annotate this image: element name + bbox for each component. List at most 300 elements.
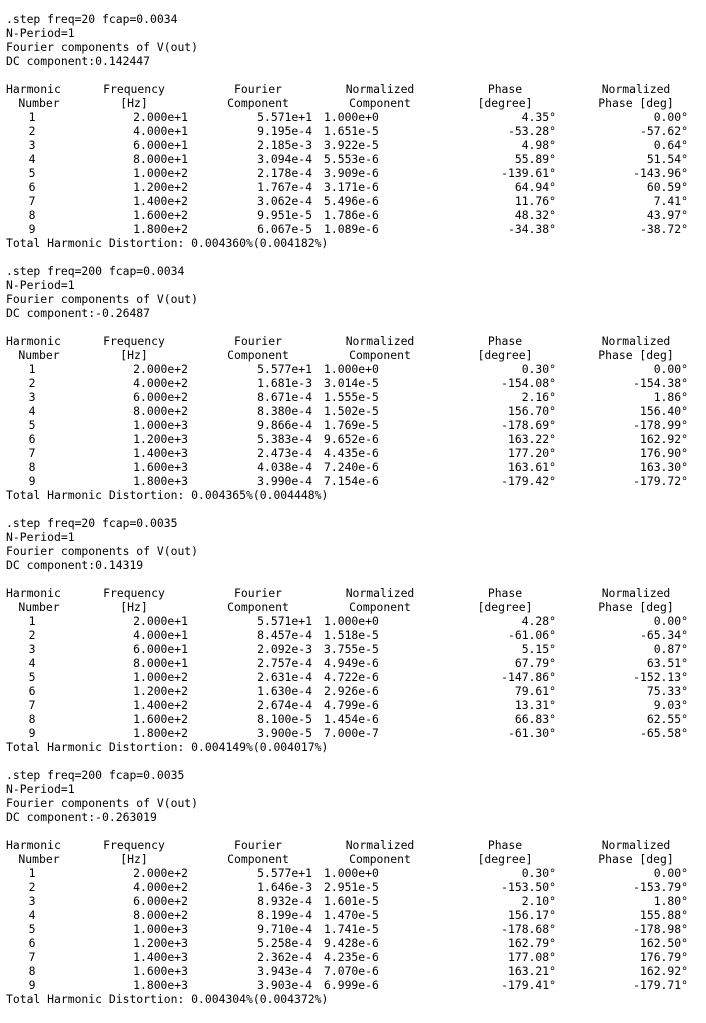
step-line: .step freq=200 fcap=0.0035 [6, 768, 185, 782]
harmonics-body [6, 866, 702, 992]
header-component-2: Component [349, 348, 411, 362]
fourier-component-cell: 8.199e-4 [257, 908, 312, 922]
thd-line: Total Harmonic Distortion: 0.004149%(0.004017%) [6, 740, 329, 754]
harmonic-number-cell: 5 [28, 418, 36, 432]
table-row [6, 110, 702, 124]
phase-cell: -179.41° [501, 978, 556, 992]
normalized-component-cell: 3.014e-5 [324, 376, 379, 390]
phase-cell: 163.22° [507, 432, 556, 446]
phase-cell: -53.28° [507, 124, 556, 138]
phase-cell: 156.17° [507, 908, 556, 922]
normalized-phase-cell: 163.30° [639, 460, 688, 474]
header-row-2 [6, 348, 702, 362]
table-row [6, 432, 702, 446]
phase-cell: 4.35° [521, 110, 556, 124]
fourier-component-cell: 9.710e-4 [257, 922, 312, 936]
normalized-component-cell: 3.909e-6 [324, 166, 379, 180]
fourier-component-cell: 4.038e-4 [257, 460, 312, 474]
table-row [6, 684, 702, 698]
fourier-component-cell: 2.757e-4 [257, 656, 312, 670]
normalized-component-cell: 1.601e-5 [324, 894, 379, 908]
harmonic-number-cell: 2 [28, 124, 36, 138]
phase-cell: 2.16° [521, 390, 556, 404]
frequency-cell: 1.400e+2 [133, 194, 188, 208]
normalized-phase-cell: -143.96° [633, 166, 688, 180]
n-period-line: N-Period=1 [6, 530, 75, 544]
phase-cell: 177.20° [507, 446, 556, 460]
normalized-phase-cell: -152.13° [633, 670, 688, 684]
normalized-phase-cell: 7.41° [653, 194, 688, 208]
normalized-phase-cell: -179.72° [633, 474, 688, 488]
normalized-phase-cell: 63.51° [646, 656, 688, 670]
normalized-component-cell: 2.951e-5 [324, 880, 379, 894]
phase-cell: -154.08° [501, 376, 556, 390]
normalized-phase-cell: 156.40° [639, 404, 688, 418]
harmonic-number-cell: 9 [28, 222, 36, 236]
fourier-component-cell: 9.951e-5 [257, 208, 312, 222]
fourier-component-cell: 1.646e-3 [257, 880, 312, 894]
fourier-title-line: Fourier components of V(out) [6, 796, 199, 810]
phase-cell: 5.15° [521, 642, 556, 656]
phase-cell: 79.61° [514, 684, 556, 698]
table-row [6, 180, 702, 194]
phase-cell: 0.30° [521, 866, 556, 880]
table-row [6, 950, 702, 964]
header-hz: [Hz] [120, 96, 148, 110]
phase-cell: 64.94° [514, 180, 556, 194]
normalized-phase-cell: 1.86° [653, 390, 688, 404]
header-component-2: Component [349, 96, 411, 110]
header-normalized-phase: Normalized [601, 838, 671, 852]
phase-cell: -179.42° [501, 474, 556, 488]
table-row [6, 656, 702, 670]
normalized-component-cell: 1.089e-6 [324, 222, 379, 236]
normalized-component-cell: 4.949e-6 [324, 656, 379, 670]
frequency-cell: 8.000e+2 [133, 908, 188, 922]
harmonic-number-cell: 3 [28, 138, 36, 152]
frequency-cell: 1.200e+3 [133, 432, 188, 446]
fourier-component-cell: 3.094e-4 [257, 152, 312, 166]
frequency-cell: 4.000e+1 [133, 124, 188, 138]
header-hz: [Hz] [120, 348, 148, 362]
blank-line [6, 572, 706, 586]
phase-cell: 11.76° [514, 194, 556, 208]
normalized-component-cell: 9.428e-6 [324, 936, 379, 950]
fourier-component-cell: 3.900e-5 [257, 726, 312, 740]
table-row [6, 628, 702, 642]
normalized-component-cell: 1.651e-5 [324, 124, 379, 138]
table-row [6, 208, 702, 222]
step-line: .step freq=20 fcap=0.0035 [6, 516, 178, 530]
harmonic-number-cell: 1 [28, 866, 36, 880]
harmonics-table [6, 586, 702, 740]
frequency-cell: 6.000e+1 [133, 642, 188, 656]
harmonic-number-cell: 4 [28, 656, 36, 670]
harmonic-number-cell: 5 [28, 166, 36, 180]
thd-line: Total Harmonic Distortion: 0.004360%(0.004182%) [6, 236, 329, 250]
fourier-component-cell: 3.990e-4 [257, 474, 312, 488]
frequency-cell: 4.000e+2 [133, 880, 188, 894]
phase-cell: 162.79° [507, 936, 556, 950]
header-row-2 [6, 852, 702, 866]
header-row [6, 838, 702, 852]
header-normalized-phase: Normalized [601, 82, 671, 96]
fourier-component-cell: 5.571e+1 [257, 110, 312, 124]
header-phase: Phase [487, 82, 523, 96]
fourier-title-line: Fourier components of V(out) [6, 544, 199, 558]
fourier-component-cell: 5.577e+1 [257, 866, 312, 880]
fourier-component-cell: 3.943e-4 [257, 964, 312, 978]
normalized-phase-cell: 0.00° [653, 614, 688, 628]
fourier-title-line: Fourier components of V(out) [6, 292, 199, 306]
fourier-log [6, 12, 706, 1020]
phase-cell: 48.32° [514, 208, 556, 222]
frequency-cell: 2.000e+1 [133, 614, 188, 628]
frequency-cell: 8.000e+2 [133, 404, 188, 418]
header-phase: Phase [487, 838, 523, 852]
harmonic-number-cell: 4 [28, 152, 36, 166]
header-degree: [degree] [477, 600, 533, 614]
table-row [6, 362, 702, 376]
thd-line: Total Harmonic Distortion: 0.004365%(0.004448%) [6, 488, 329, 502]
frequency-cell: 1.800e+2 [133, 726, 188, 740]
normalized-component-cell: 1.000e+0 [324, 110, 379, 124]
header-component-2: Component [349, 852, 411, 866]
harmonic-number-cell: 8 [28, 208, 36, 222]
fourier-component-cell: 2.362e-4 [257, 950, 312, 964]
phase-cell: 2.10° [521, 894, 556, 908]
fourier-component-cell: 3.062e-4 [257, 194, 312, 208]
table-row [6, 166, 702, 180]
header-harmonic: Harmonic [6, 82, 61, 96]
fourier-component-cell: 8.671e-4 [257, 390, 312, 404]
dc-component-line: DC component:0.142447 [6, 54, 151, 68]
normalized-phase-cell: 0.00° [653, 866, 688, 880]
fourier-component-cell: 2.631e-4 [257, 670, 312, 684]
table-row [6, 474, 702, 488]
normalized-phase-cell: 51.54° [646, 152, 688, 166]
normalized-phase-cell: -153.79° [633, 880, 688, 894]
normalized-component-cell: 7.240e-6 [324, 460, 379, 474]
normalized-component-cell: 1.786e-6 [324, 208, 379, 222]
harmonic-number-cell: 1 [28, 110, 36, 124]
thd-line: Total Harmonic Distortion: 0.004304%(0.004372%) [6, 992, 329, 1006]
normalized-phase-cell: -179.71° [633, 978, 688, 992]
phase-cell: 0.30° [521, 362, 556, 376]
step-block [6, 12, 706, 264]
frequency-cell: 8.000e+1 [133, 656, 188, 670]
frequency-cell: 6.000e+2 [133, 390, 188, 404]
table-row [6, 614, 702, 628]
harmonics-body [6, 614, 702, 740]
harmonic-number-cell: 7 [28, 194, 36, 208]
header-row-2 [6, 96, 702, 110]
normalized-phase-cell: 155.88° [639, 908, 688, 922]
harmonic-number-cell: 1 [28, 362, 36, 376]
n-period-line: N-Period=1 [6, 26, 75, 40]
header-degree: [degree] [477, 852, 533, 866]
frequency-cell: 1.600e+2 [133, 712, 188, 726]
header-number: Number [18, 852, 60, 866]
normalized-component-cell: 1.769e-5 [324, 418, 379, 432]
fourier-component-cell: 2.473e-4 [257, 446, 312, 460]
harmonic-number-cell: 6 [28, 432, 36, 446]
harmonics-body [6, 362, 702, 488]
normalized-phase-cell: 0.64° [653, 138, 688, 152]
step-block [6, 516, 706, 768]
table-row [6, 866, 702, 880]
header-frequency: Frequency [103, 334, 165, 348]
normalized-phase-cell: 9.03° [653, 698, 688, 712]
harmonic-number-cell: 4 [28, 404, 36, 418]
phase-cell: 4.28° [521, 614, 556, 628]
harmonics-table [6, 82, 702, 236]
header-normalized-component: Normalized [345, 586, 415, 600]
harmonic-number-cell: 9 [28, 726, 36, 740]
header-fourier: Fourier [233, 82, 282, 96]
table-row [6, 964, 702, 978]
header-row [6, 334, 702, 348]
harmonic-number-cell: 6 [28, 936, 36, 950]
harmonic-number-cell: 2 [28, 628, 36, 642]
blank-line [6, 824, 706, 838]
header-row [6, 586, 702, 600]
normalized-phase-cell: 43.97° [646, 208, 688, 222]
harmonic-number-cell: 8 [28, 460, 36, 474]
table-row [6, 936, 702, 950]
frequency-cell: 1.400e+3 [133, 446, 188, 460]
phase-cell: 67.79° [514, 656, 556, 670]
header-normalized-component: Normalized [345, 334, 415, 348]
normalized-phase-cell: 162.50° [639, 936, 688, 950]
normalized-component-cell: 1.000e+0 [324, 866, 379, 880]
header-frequency: Frequency [103, 838, 165, 852]
table-row [6, 124, 702, 138]
normalized-component-cell: 7.000e-7 [324, 726, 379, 740]
header-phase-deg: Phase [deg] [598, 96, 674, 110]
phase-cell: -178.68° [501, 922, 556, 936]
frequency-cell: 4.000e+1 [133, 628, 188, 642]
harmonic-number-cell: 6 [28, 684, 36, 698]
table-row [6, 194, 702, 208]
normalized-component-cell: 4.799e-6 [324, 698, 379, 712]
fourier-component-cell: 5.577e+1 [257, 362, 312, 376]
harmonic-number-cell: 5 [28, 922, 36, 936]
table-row [6, 880, 702, 894]
harmonic-number-cell: 8 [28, 712, 36, 726]
frequency-cell: 1.200e+2 [133, 684, 188, 698]
step-line: .step freq=20 fcap=0.0034 [6, 12, 178, 26]
table-row [6, 642, 702, 656]
table-row [6, 922, 702, 936]
harmonic-number-cell: 9 [28, 978, 36, 992]
table-row [6, 390, 702, 404]
normalized-component-cell: 7.070e-6 [324, 964, 379, 978]
fourier-component-cell: 8.380e-4 [257, 404, 312, 418]
harmonic-number-cell: 2 [28, 376, 36, 390]
harmonic-number-cell: 7 [28, 698, 36, 712]
harmonic-number-cell: 7 [28, 446, 36, 460]
phase-cell: -61.06° [507, 628, 556, 642]
header-fourier: Fourier [233, 334, 282, 348]
table-row [6, 894, 702, 908]
table-row [6, 152, 702, 166]
phase-cell: -61.30° [507, 726, 556, 740]
normalized-phase-cell: -38.72° [639, 222, 688, 236]
normalized-component-cell: 1.000e+0 [324, 614, 379, 628]
table-row [6, 726, 702, 740]
phase-cell: 163.21° [507, 964, 556, 978]
normalized-component-cell: 7.154e-6 [324, 474, 379, 488]
phase-cell: -147.86° [501, 670, 556, 684]
phase-cell: -153.50° [501, 880, 556, 894]
frequency-cell: 2.000e+2 [133, 362, 188, 376]
header-component-2: Component [349, 600, 411, 614]
harmonic-number-cell: 9 [28, 474, 36, 488]
frequency-cell: 1.600e+3 [133, 460, 188, 474]
normalized-component-cell: 3.922e-5 [324, 138, 379, 152]
frequency-cell: 1.600e+2 [133, 208, 188, 222]
header-phase: Phase [487, 334, 523, 348]
table-row [6, 418, 702, 432]
normalized-component-cell: 6.999e-6 [324, 978, 379, 992]
phase-cell: 13.31° [514, 698, 556, 712]
header-degree: [degree] [477, 348, 533, 362]
normalized-component-cell: 1.518e-5 [324, 628, 379, 642]
frequency-cell: 1.000e+2 [133, 670, 188, 684]
fourier-component-cell: 5.258e-4 [257, 936, 312, 950]
fourier-component-cell: 6.067e-5 [257, 222, 312, 236]
normalized-phase-cell: -65.58° [639, 726, 688, 740]
normalized-phase-cell: 0.87° [653, 642, 688, 656]
phase-cell: -139.61° [501, 166, 556, 180]
phase-cell: 177.08° [507, 950, 556, 964]
frequency-cell: 1.800e+2 [133, 222, 188, 236]
header-number: Number [18, 96, 60, 110]
frequency-cell: 1.400e+3 [133, 950, 188, 964]
step-block [6, 768, 706, 1020]
normalized-component-cell: 9.652e-6 [324, 432, 379, 446]
n-period-line: N-Period=1 [6, 782, 75, 796]
normalized-phase-cell: 162.92° [639, 964, 688, 978]
phase-cell: 4.98° [521, 138, 556, 152]
harmonic-number-cell: 3 [28, 390, 36, 404]
phase-cell: 66.83° [514, 712, 556, 726]
normalized-component-cell: 2.926e-6 [324, 684, 379, 698]
fourier-component-cell: 9.195e-4 [257, 124, 312, 138]
phase-cell: -34.38° [507, 222, 556, 236]
normalized-phase-cell: 176.79° [639, 950, 688, 964]
frequency-cell: 1.600e+3 [133, 964, 188, 978]
normalized-phase-cell: -57.62° [639, 124, 688, 138]
normalized-component-cell: 1.470e-5 [324, 908, 379, 922]
harmonic-number-cell: 5 [28, 670, 36, 684]
table-row [6, 138, 702, 152]
frequency-cell: 1.000e+2 [133, 166, 188, 180]
header-normalized-component: Normalized [345, 82, 415, 96]
table-row [6, 978, 702, 992]
header-number: Number [18, 600, 60, 614]
harmonic-number-cell: 8 [28, 964, 36, 978]
fourier-component-cell: 5.571e+1 [257, 614, 312, 628]
harmonics-body [6, 110, 702, 236]
header-frequency: Frequency [103, 82, 165, 96]
header-row [6, 82, 702, 96]
normalized-component-cell: 1.000e+0 [324, 362, 379, 376]
frequency-cell: 1.200e+2 [133, 180, 188, 194]
table-row [6, 376, 702, 390]
harmonic-number-cell: 6 [28, 180, 36, 194]
phase-cell: 163.61° [507, 460, 556, 474]
header-normalized-component: Normalized [345, 838, 415, 852]
fourier-component-cell: 9.866e-4 [257, 418, 312, 432]
table-row [6, 908, 702, 922]
step-block [6, 264, 706, 516]
normalized-phase-cell: -178.98° [633, 922, 688, 936]
n-period-line: N-Period=1 [6, 278, 75, 292]
header-fourier: Fourier [233, 838, 282, 852]
frequency-cell: 6.000e+2 [133, 894, 188, 908]
header-harmonic: Harmonic [6, 334, 61, 348]
normalized-phase-cell: 75.33° [646, 684, 688, 698]
harmonic-number-cell: 2 [28, 880, 36, 894]
phase-cell: 156.70° [507, 404, 556, 418]
frequency-cell: 2.000e+2 [133, 866, 188, 880]
header-component: Component [227, 600, 289, 614]
normalized-component-cell: 1.555e-5 [324, 390, 379, 404]
normalized-phase-cell: 176.90° [639, 446, 688, 460]
normalized-phase-cell: 0.00° [653, 362, 688, 376]
blank-line [6, 320, 706, 334]
fourier-component-cell: 2.674e-4 [257, 698, 312, 712]
frequency-cell: 1.000e+3 [133, 418, 188, 432]
normalized-phase-cell: 1.80° [653, 894, 688, 908]
header-component: Component [227, 852, 289, 866]
normalized-phase-cell: 60.59° [646, 180, 688, 194]
harmonics-table [6, 334, 702, 488]
frequency-cell: 4.000e+2 [133, 376, 188, 390]
frequency-cell: 8.000e+1 [133, 152, 188, 166]
fourier-component-cell: 8.100e-5 [257, 712, 312, 726]
harmonics-table [6, 838, 702, 992]
fourier-component-cell: 1.681e-3 [257, 376, 312, 390]
frequency-cell: 1.000e+3 [133, 922, 188, 936]
step-line: .step freq=200 fcap=0.0034 [6, 264, 185, 278]
header-normalized-phase: Normalized [601, 334, 671, 348]
table-row [6, 446, 702, 460]
normalized-component-cell: 1.741e-5 [324, 922, 379, 936]
normalized-phase-cell: -154.38° [633, 376, 688, 390]
header-harmonic: Harmonic [6, 586, 61, 600]
normalized-component-cell: 4.722e-6 [324, 670, 379, 684]
header-hz: [Hz] [120, 852, 148, 866]
fourier-component-cell: 1.767e-4 [257, 180, 312, 194]
phase-cell: 55.89° [514, 152, 556, 166]
normalized-component-cell: 3.171e-6 [324, 180, 379, 194]
fourier-component-cell: 2.185e-3 [257, 138, 312, 152]
normalized-component-cell: 1.454e-6 [324, 712, 379, 726]
normalized-phase-cell: -178.99° [633, 418, 688, 432]
normalized-component-cell: 4.435e-6 [324, 446, 379, 460]
header-phase-deg: Phase [deg] [598, 852, 674, 866]
normalized-component-cell: 5.496e-6 [324, 194, 379, 208]
normalized-component-cell: 4.235e-6 [324, 950, 379, 964]
dc-component-line: DC component:-0.26487 [6, 306, 151, 320]
frequency-cell: 2.000e+1 [133, 110, 188, 124]
header-fourier: Fourier [233, 586, 282, 600]
frequency-cell: 1.200e+3 [133, 936, 188, 950]
header-harmonic: Harmonic [6, 838, 61, 852]
